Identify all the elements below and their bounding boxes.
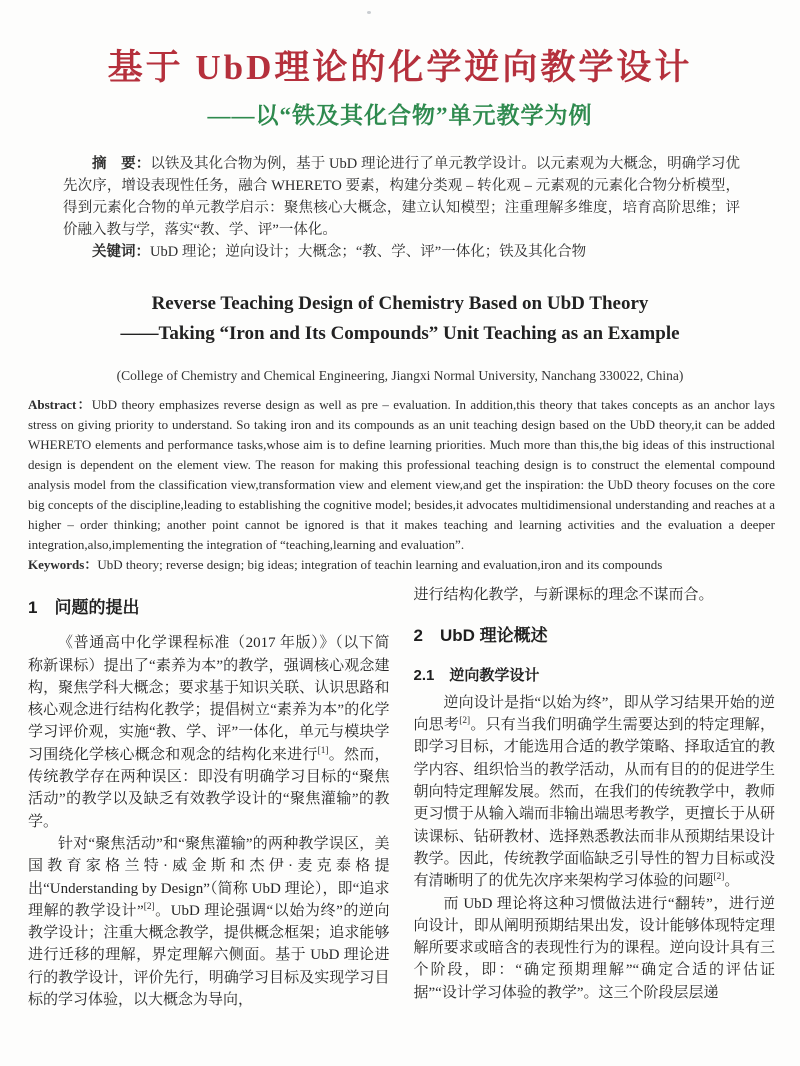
english-keywords-label: Keywords： [28, 557, 98, 572]
section-1-heading: 1 问题的提出 [28, 598, 140, 617]
column-right [414, 584, 776, 1066]
english-title-block [0, 289, 800, 349]
english-keywords-text: UbD theory; reverse design; big ideas; integration of teachin learning and evaluation,iron and its compounds [97, 557, 663, 572]
english-abstract-paragraph [28, 395, 775, 555]
section-2-1-paragraph-1 [414, 692, 776, 893]
citation-ref-2: [2] [713, 872, 725, 883]
paragraph-text: 针对“聚焦活动”和“聚焦灌输”的两种教学误区，美国教育家格兰特·威金斯和杰伊·麦克泰格提出“Understanding by Design”（简称 UbD 理论），即“追求理解的教学设计” [28, 835, 390, 919]
two-column-body [28, 584, 775, 1066]
column-left [28, 584, 390, 1066]
english-abstract-text: UbD theory emphasizes reverse design as well as pre – evaluation. In addition,this theory that takes concepts as an anchor lays stress on giving priority to understand. So taking iron and its compounds as an unit teaching design based on the UbD theory,it can be added WHERETO elements and performance tasks,whose aim is to define learning priorities. Much more than this,the big ideas of this instructional design is dependent on the element view. The reason for making this professional teaching design is to construct the elemental compound analysis model from the classification view,transformation view and element view,and get the inspiration: the UbD theory focuses on the core big concepts of the discipline,leading to establishing the cognitive model; besides,it advocates multidimensional understanding and reaches at a higher – order thinking; another point cannot be ignored is that it makes teaching and learning activities and the evaluation a deeper integration,also,implementing the integration of “teaching,learning and evaluation”. [28, 397, 775, 552]
english-keywords-paragraph [28, 555, 775, 575]
paragraph-text: 。只有当我们明确学生需要达到的特定理解，即学习目标，才能选用合适的教学策略、择取适宜的教学内容、组织恰当的教学活动，从而有目的的促进学生朝向特定理解发展。然而，在我们的传统教学中，教师更习惯于从输入端而非输出端思考教学，更擅长于从研读课标、钻研教材、选择熟悉教法而非从预期结果设计教学。因此，传统教学面临缺乏引导性的智力目标或没有清晰明了的优先次序来架构学习体验的问题 [413, 717, 775, 890]
paragraph-text: 。UbD 理论强调“以始为终”的逆向教学设计；注重大概念教学，提供概念框架；追求能够进行迁移的理解，界定理解六侧面。基于 UbD 理论进行的教学设计，评价先行，明确学习目标及实现学习目标的学习体验，以大概念为导向， [28, 902, 390, 1009]
citation-ref-2: [2] [459, 716, 471, 727]
section-2-heading: 2 UbD 理论概述 [413, 626, 548, 646]
chinese-abstract-block [63, 153, 740, 263]
section-2-1-heading: 2.1 逆向教学设计 [413, 666, 540, 684]
citation-ref-2: [2] [143, 901, 155, 912]
paper-title: 基于 UbD理论的化学逆向教学设计 [107, 48, 693, 87]
paragraph-text: 。然而，传统教学存在两种误区：即没有明确学习目标的“聚焦活动”的教学以及缺乏有效教学设计的“聚焦灌输”的教学。 [28, 746, 390, 830]
paragraph-text: 逆向设计是指“以始为终”，即从学习结果开始的逆向思考 [413, 694, 775, 734]
paragraph-text: 《普通高中化学课程标准（2017 年版）》（以下简称新课标）提出了“素养为本”的教学，强调核心观念建构，聚焦学科大概念；要求基于知识关联、认识思路和核心观念进行结构化教学；提倡树立“素养为本”的化学学习评价观，实施“教、学、评”一体化，单元与模块学习围绕化学核心概念和观念的结构化来进行 [28, 635, 390, 763]
english-title-line2: ——Taking “Iron and Its Compounds” Unit Teaching as an Example [120, 323, 680, 344]
abstract-text: 以铁及其化合物为例，基于 UbD 理论进行了单元教学设计。以元素观为大概念，明确学习优先次序，增设表现性任务，融合 WHERETO 要素，构建分类观 – 转化观 – 元素观的元素化合物分析模型，得到元素化合物的单元教学启示：聚焦核心大概念，建立认知模型；注重理解多维度，培育高阶思维；评价融入教与学，落实“教、学、评”一体化。 [63, 156, 741, 238]
paper-subtitle: ——以“铁及其化合物”单元教学为例 [207, 103, 593, 128]
keywords-text: UbD 理论；逆向设计；大概念；“教、学、评”一体化；铁及其化合物 [150, 244, 587, 260]
affiliation: (College of Chemistry and Chemical Engineering, Jiangxi Normal University, Nanchang 330022, China) [116, 368, 684, 383]
english-abstract-label: Abstract： [28, 397, 92, 412]
keywords-label: 关键词： [92, 244, 150, 260]
english-title-line1: Reverse Teaching Design of Chemistry Based on UbD Theory [151, 293, 649, 314]
section-1-paragraph-1 [28, 632, 390, 833]
citation-ref-1: [1] [317, 745, 329, 756]
section-1-paragraph-2-continuation: 进行结构化教学，与新课标的理念不谋而合。 [413, 587, 714, 603]
abstract-label: 摘 要： [92, 156, 151, 172]
section-1-paragraph-2 [28, 833, 390, 1011]
paragraph-text: 。 [724, 873, 740, 890]
section-2-1-paragraph-2: 而 UbD 理论将这种习惯做法进行“翻转”，进行逆向设计，即从阐明预期结果出发，设计能够体现特定理解所要求或暗含的表现性行为的课程。逆向设计具有三个阶段，即：“确定预期理解”“确定合适的评估证据”“设计学习体验的教学”。这三个阶段层层递 [413, 895, 775, 1001]
chinese-abstract-paragraph [63, 153, 740, 241]
english-abstract-block [28, 395, 775, 575]
scan-artifact-dot [367, 11, 371, 14]
chinese-keywords-paragraph [63, 241, 740, 263]
